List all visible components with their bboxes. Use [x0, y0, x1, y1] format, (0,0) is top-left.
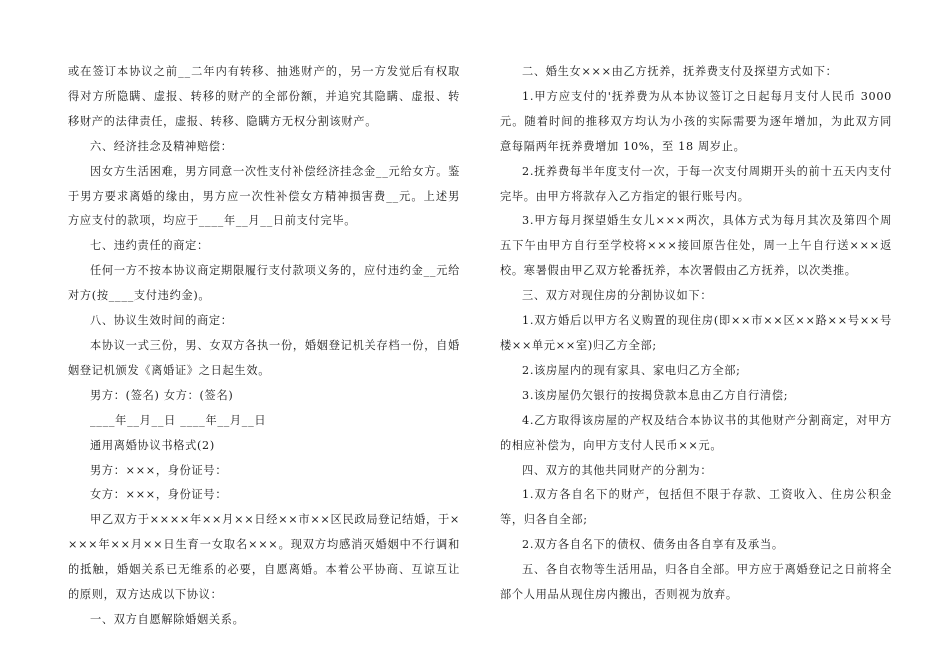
paragraph: 本协议一式三份，男、女双方各执一份，婚姻登记机关存档一份，自婚姻登记机颁发《离婚证》之日起生效。 [68, 338, 460, 377]
paragraph: 五、各自衣物等生活用品，归各自全部。甲方应于离婚登记之日前将全部个人用品从现住房内搬出，否则视为放弃。 [500, 563, 892, 602]
left-column [68, 60, 460, 633]
paragraph: 4.乙方取得该房屋的产权及结合本协议书的其他财产分割商定，对甲方的相应补偿为，向甲方支付人民币××元。 [500, 413, 892, 452]
paragraph: 1.双方婚后以甲方名义购置的现住房(即××市××区××路××号××号楼××单元××室)归乙方全部; [500, 314, 892, 352]
female-party-line: 女方：×××，身份证号： [90, 488, 228, 502]
paragraph: 2.抚养费每半年度支付一次，于每一次支付周期开头的前十五天内支付完毕。由甲方将款存入乙方指定的银行账号内。 [500, 164, 892, 203]
section-heading: 六、经济挂念及精神赔偿： [90, 139, 233, 153]
section-heading: 三、双方对现住房的分割协议如下： [522, 289, 713, 303]
paragraph: 3.该房屋仍欠银行的按揭贷款本息由乙方自行清偿; [522, 388, 789, 402]
section-heading: 一、双方自愿解除婚姻关系。 [90, 612, 245, 626]
paragraph: 或在签订本协议之前__二年内有转移、抽逃财产的，另一方发觉后有权取得对方所隐瞒、虚报、转移的财产的全部份额，并追究其隐瞒、虚报、转移财产的法律责任，虚报、转移、隐瞒方无权分割该财产。 [68, 65, 460, 128]
paragraph: 1.双方各自名下的财产，包括但不限于存款、工资收入、住房公积金等，归各自全部; [500, 488, 892, 527]
section-heading: 四、双方的其他共同财产的分割为： [522, 463, 713, 477]
section-heading: 二、婚生女×××由乙方抚养，抚养费支付及探望方式如下： [522, 65, 838, 78]
paragraph: 3.甲方每月探望婚生女儿×××两次，具体方式为每月其次及第四个周五下午由甲方自行至学校将×××接回原告住处，周一上午自行送×××返校。寒暑假由甲乙双方轮番抚养，本次署假由乙方抚养，以次类推。 [500, 214, 892, 278]
male-party-line: 男方：×××，身份证号： [90, 463, 228, 477]
paragraph: 因女方生活困难，男方同意一次性支付补偿经济挂念金__元给女方。鉴于男方要求离婚的缘由，男方应一次性补偿女方精神损害费__元。上述男方应支付的款项，均应于____年__月__日前支付完毕。 [68, 164, 460, 228]
paragraph: 1.甲方应支付的'抚养费为从本协议签订之日起每月支付人民币 3000 元。随着时间的推移双方均认为小孩的实际需要为逐年增加，为此双方同意每隔两年抚养费增加 10%，至 18 周岁止。 [500, 89, 897, 153]
paragraph: 甲乙双方于××××年××月××日经××市××区民政局登记结婚，于××××年××月××日生育一女取名×××。现双方均感消灭婚姻中不行调和的抵触，婚姻关系已无维系的必要，自愿离婚。本着公平协商、互谅互让的原则，双方达成以下协议： [68, 513, 460, 602]
right-column [500, 60, 897, 608]
date-line: ____年__月__日 ____年__月__日 [90, 413, 267, 427]
section-heading: 七、违约责任的商定： [90, 239, 209, 253]
paragraph: 2.该房屋内的现有家具、家电归乙方全部; [522, 363, 741, 377]
document-title: 通用离婚协议书格式(2) [90, 438, 215, 452]
paragraph: 任何一方不按本协议商定期限履行支付款项义务的，应付违约金__元给对方(按____支付违约金)。 [68, 264, 460, 303]
signature-line: 男方：(签名) 女方：(签名) [90, 388, 234, 402]
paragraph: 2.双方各自名下的债权、债务由各自享有及承当。 [522, 538, 784, 552]
section-heading: 八、协议生效时间的商定： [90, 314, 233, 328]
